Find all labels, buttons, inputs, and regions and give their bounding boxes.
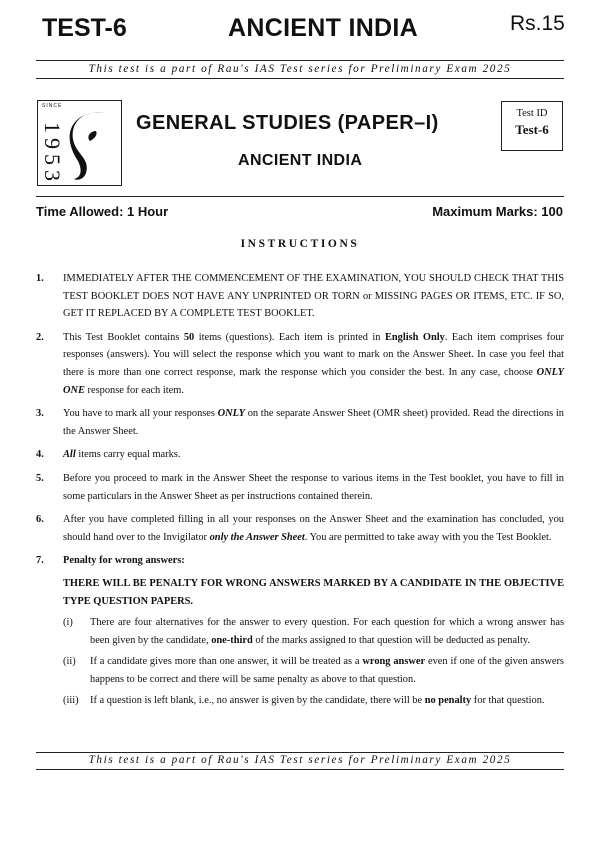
instruction-text: IMMEDIATELY AFTER THE COMMENCEMENT OF THE EXAMINATION, YOU SHOULD CHECK THAT THIS TEST BOOKLET DOES NOT HAVE ANY UNPRINTED OR TORN or MISSING PAGES OR ITEMS, ETC. IF SO, GET IT REPLACED BY A COMPLETE TEST BOOKLET.: [63, 273, 564, 320]
top-rule: [36, 60, 564, 61]
text-run: . You are permitted to take away with you the Test Booklet.: [304, 531, 552, 543]
instruction-7: [36, 552, 564, 710]
test-id-label: Test ID: [516, 108, 548, 119]
text-run: items carry equal marks.: [75, 449, 181, 461]
instruction-5: [36, 470, 564, 505]
subitem-text: [90, 692, 564, 710]
instructions-heading: INSTRUCTIONS: [240, 238, 360, 250]
instruction-2: [36, 329, 564, 399]
text-run: of the marks assigned to that question will be deducted as penalty.: [252, 634, 530, 646]
text-run: After you have completed filling in all your responses on the Answer Sheet and the examination has concluded, you should hand over to the Invigilator: [63, 514, 564, 543]
paper-subject: ANCIENT INDIA: [238, 152, 363, 169]
instruction-6: [36, 511, 564, 546]
text-run: ONLY ONE: [63, 366, 564, 396]
title-rule: [36, 196, 564, 197]
maximum-marks: Maximum Marks: 100: [432, 204, 563, 219]
text-run: for that question.: [471, 695, 545, 707]
instruction-3: [36, 405, 564, 440]
instruction-number: 5.: [36, 472, 44, 484]
instruction-text: [63, 405, 564, 440]
instruction-number: 6.: [36, 514, 44, 526]
text-run: even if one of the given answers happens to be correct and there will be same penalty as above to that question.: [90, 656, 564, 685]
penalty-title: Penalty for wrong answers:: [63, 555, 185, 567]
text-run: 50: [183, 331, 195, 343]
text-run: This Test Booklet contains: [63, 331, 184, 343]
text-run: on the separate Answer Sheet (OMR sheet) provided. Read the directions in the Answer Sheet.: [63, 408, 564, 437]
text-run: only the Answer Sheet: [209, 531, 305, 543]
text-run: English Only: [384, 331, 445, 343]
text-run: wrong answer: [362, 656, 426, 668]
penalty-subitem-2: [63, 653, 564, 688]
penalty-notice: THERE WILL BE PENALTY FOR WRONG ANSWERS MARKED BY A CANDIDATE IN THE OBJECTIVE TYPE QUESTION PAPERS.: [63, 577, 564, 607]
instruction-text: [63, 446, 564, 464]
text-run: If a question is left blank, i.e., no answer is given by the candidate, there will be: [90, 695, 425, 707]
text-run: ONLY: [217, 408, 245, 420]
text-run: If a candidate gives more than one answer, it will be treated as a: [90, 656, 363, 668]
subitem-number: (i): [63, 617, 73, 629]
text-run: items (questions). Each item is printed in: [194, 331, 385, 343]
penalty-subitem-1: [63, 614, 564, 649]
top-banner-rule: [36, 78, 564, 79]
instruction-number: 3.: [36, 408, 44, 420]
instruction-number: 1.: [36, 273, 44, 284]
bottom-banner: This test is a part of Rau's IAS Test series for Preliminary Exam 2025: [88, 754, 512, 766]
subitem-text: [90, 653, 564, 688]
subitem-number: (iii): [63, 695, 79, 707]
price-label: Rs.15: [510, 12, 565, 35]
instruction-text: [63, 329, 564, 399]
instruction-number: 2.: [36, 331, 44, 343]
paper-title: GENERAL STUDIES (PAPER–I): [136, 112, 439, 134]
subitem-text: [90, 614, 564, 649]
test-id-box: [501, 101, 563, 151]
instruction-text: Before you proceed to mark in the Answer Sheet the response to various items in the Test booklet, you have to fill in some particulars in the Answer Sheet as per instructions contained therein.: [63, 472, 564, 502]
logo-emblem-icon: [38, 101, 123, 187]
text-run: There are four alternatives for the answer to every question. For each question for which a wrong answer has been given by the candidate,: [90, 617, 564, 646]
instruction-number: 7.: [36, 555, 44, 567]
instruction-text: [63, 511, 564, 546]
text-run: You have to mark all your responses: [63, 408, 218, 420]
raus-ias-logo: [37, 100, 122, 186]
test-id-value: Test-6: [515, 122, 549, 137]
text-run: one-third: [211, 634, 253, 646]
test-number: TEST-6: [42, 14, 127, 42]
bottom-rule: [36, 752, 564, 753]
logo-year: 1953: [40, 122, 65, 186]
text-run: no penalty: [424, 695, 472, 707]
subitem-number: (ii): [63, 656, 76, 668]
top-banner: This test is a part of Rau's IAS Test series for Preliminary Exam 2025: [88, 63, 512, 75]
text-run: response for each item.: [84, 384, 184, 396]
instructions-list: [36, 270, 564, 716]
bottom-banner-rule: [36, 769, 564, 770]
instruction-text: [63, 552, 564, 710]
instruction-4: [36, 446, 564, 464]
text-run: . Each item comprises four responses (answers). You will select the response which you want to mark on the Answer Sheet. In case you feel that there is more than one correct response, mark the response which you consider the best. In any case, choose: [63, 331, 564, 378]
header-subject: ANCIENT INDIA: [228, 14, 419, 42]
time-allowed: Time Allowed: 1 Hour: [36, 204, 169, 219]
instruction-1: [36, 270, 564, 323]
text-run: All: [63, 449, 76, 461]
penalty-subitem-3: [63, 692, 564, 710]
instruction-number: 4.: [36, 449, 44, 461]
logo-since-text: SINCE: [42, 103, 63, 109]
